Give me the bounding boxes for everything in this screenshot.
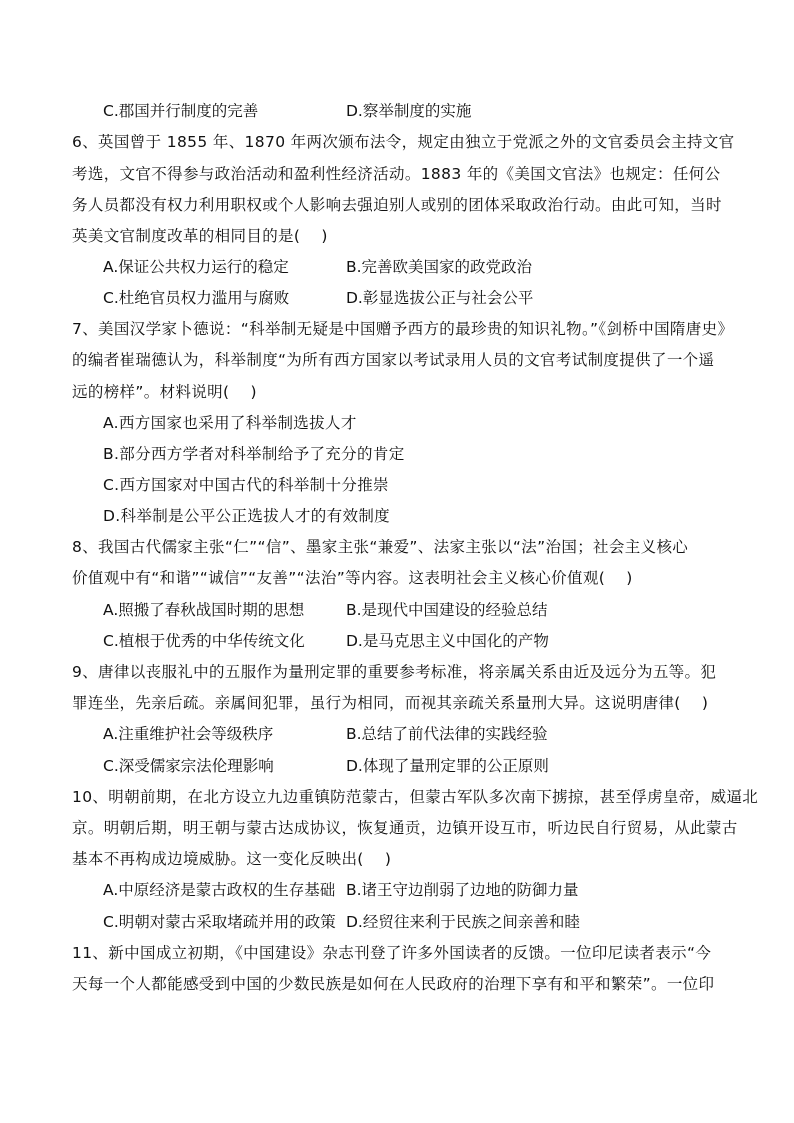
q5-option-d: D.察举制度的实施 [346,102,472,120]
q6-stem-line-4: 英美文官制度改革的相同目的是( ) [72,227,328,245]
q7-option-c: C.西方国家对中国古代的科举制十分推崇 [103,476,389,494]
q10-stem-line-1: 10、明朝前期，在北方设立九边重镇防范蒙古，但蒙古军队多次南下掳掠，甚至俘虏皇帝，威逼北 [72,788,759,806]
q8-option-a: A.照搬了春秋战国时期的思想 [103,601,305,619]
q7-option-d: D.科举制是公平公正选拔人才的有效制度 [103,507,391,525]
q6-stem-line-3: 务人员都没有权力利用职权或个人影响去强迫别人或别的团体采取政治行动。由此可知，当时 [72,196,722,214]
q8-stem-line-2: 价值观中有“和谐”“诚信”“友善”“法治”等内容。这表明社会主义核心价值观( ) [72,569,633,587]
q8-option-c: C.植根于优秀的中华传统文化 [103,632,305,650]
q8-options-row-2 [103,631,743,651]
q10-stem-line-3: 基本不再构成边境威胁。这一变化反映出( ) [72,850,392,868]
q6-options-row-1 [103,257,743,277]
q10-options-row-2 [103,912,743,932]
q7-option-b: B.部分西方学者对科举制给予了充分的肯定 [103,445,405,463]
q6-option-d: D.彰显选拔公正与社会公平 [346,289,534,307]
q10-stem-line-2: 京。明朝后期，明王朝与蒙古达成协议，恢复通贡，边镇开设互市，听边民自行贸易，从此蒙古 [72,819,738,837]
q7-option-a: A.西方国家也采用了科举制选拔人才 [103,414,357,432]
q9-option-b: B.总结了前代法律的实践经验 [346,725,548,743]
q10-options-row-1 [103,880,743,900]
q9-options-row-1 [103,724,743,744]
q5-options-row [103,101,743,121]
q11-stem-line-2: 天每一个人都能感受到中国的少数民族是如何在人民政府的治理下享有和平和繁荣”。一位印 [72,975,715,993]
q8-option-b: B.是现代中国建设的经验总结 [346,601,548,619]
q6-option-a: A.保证公共权力运行的稳定 [103,258,289,276]
q10-option-a: A.中原经济是蒙古政权的生存基础 [103,881,336,899]
q7-stem-line-3: 远的榜样”。材料说明( ) [72,383,257,401]
q6-option-c: C.杜绝官员权力滥用与腐败 [103,289,290,307]
q9-stem-line-2: 罪连坐，先亲后疏。亲属间犯罪，虽行为相同，而视其亲疏关系量刑大异。这说明唐律( ) [72,694,709,712]
q10-option-b: B.诸王守边削弱了边地的防御力量 [346,881,579,899]
q6-option-b: B.完善欧美国家的政党政治 [346,258,533,276]
q10-option-c: C.明朝对蒙古采取堵疏并用的政策 [103,913,336,931]
q7-stem-line-2: 的编者崔瑞德认为，科举制度“为所有西方国家以考试录用人员的文官考试制度提供了一个遥 [72,351,715,369]
q5-option-c: C.郡国并行制度的完善 [103,102,259,120]
q6-options-row-2 [103,288,743,308]
q6-stem-line-2: 考选，文官不得参与政治活动和盈利性经济活动。1883 年的《美国文官法》也规定：任何公 [72,165,721,183]
q11-stem-line-1: 11、新中国成立初期，《中国建设》杂志刊登了许多外国读者的反馈。一位印尼读者表示“今 [72,944,712,962]
q9-option-a: A.注重维护社会等级秩序 [103,725,274,743]
q9-stem-line-1: 9、唐律以丧服礼中的五服作为量刑定罪的重要参考标准，将亲属关系由近及远分为五等。犯 [72,663,717,681]
q7-stem-line-1: 7、美国汉学家卜德说：“科举制无疑是中国赠予西方的最珍贵的知识礼物。”《剑桥中国隋唐史》 [72,320,734,338]
q10-option-d: D.经贸往来利于民族之间亲善和睦 [346,913,580,931]
q8-options-row-1 [103,600,743,620]
q9-option-d: D.体现了量刑定罪的公正原则 [346,757,549,775]
q8-option-d: D.是马克思主义中国化的产物 [346,632,549,650]
q6-stem-line-1: 6、英国曾于 1855 年、1870 年两次颁布法令，规定由独立于党派之外的文官委员会主持文官 [72,133,735,151]
q9-option-c: C.深受儒家宗法伦理影响 [103,757,274,775]
q9-options-row-2 [103,756,743,776]
q8-stem-line-1: 8、我国古代儒家主张“仁”“信”、墨家主张“兼爱”、法家主张以“法”治国；社会主义核心 [72,538,689,556]
